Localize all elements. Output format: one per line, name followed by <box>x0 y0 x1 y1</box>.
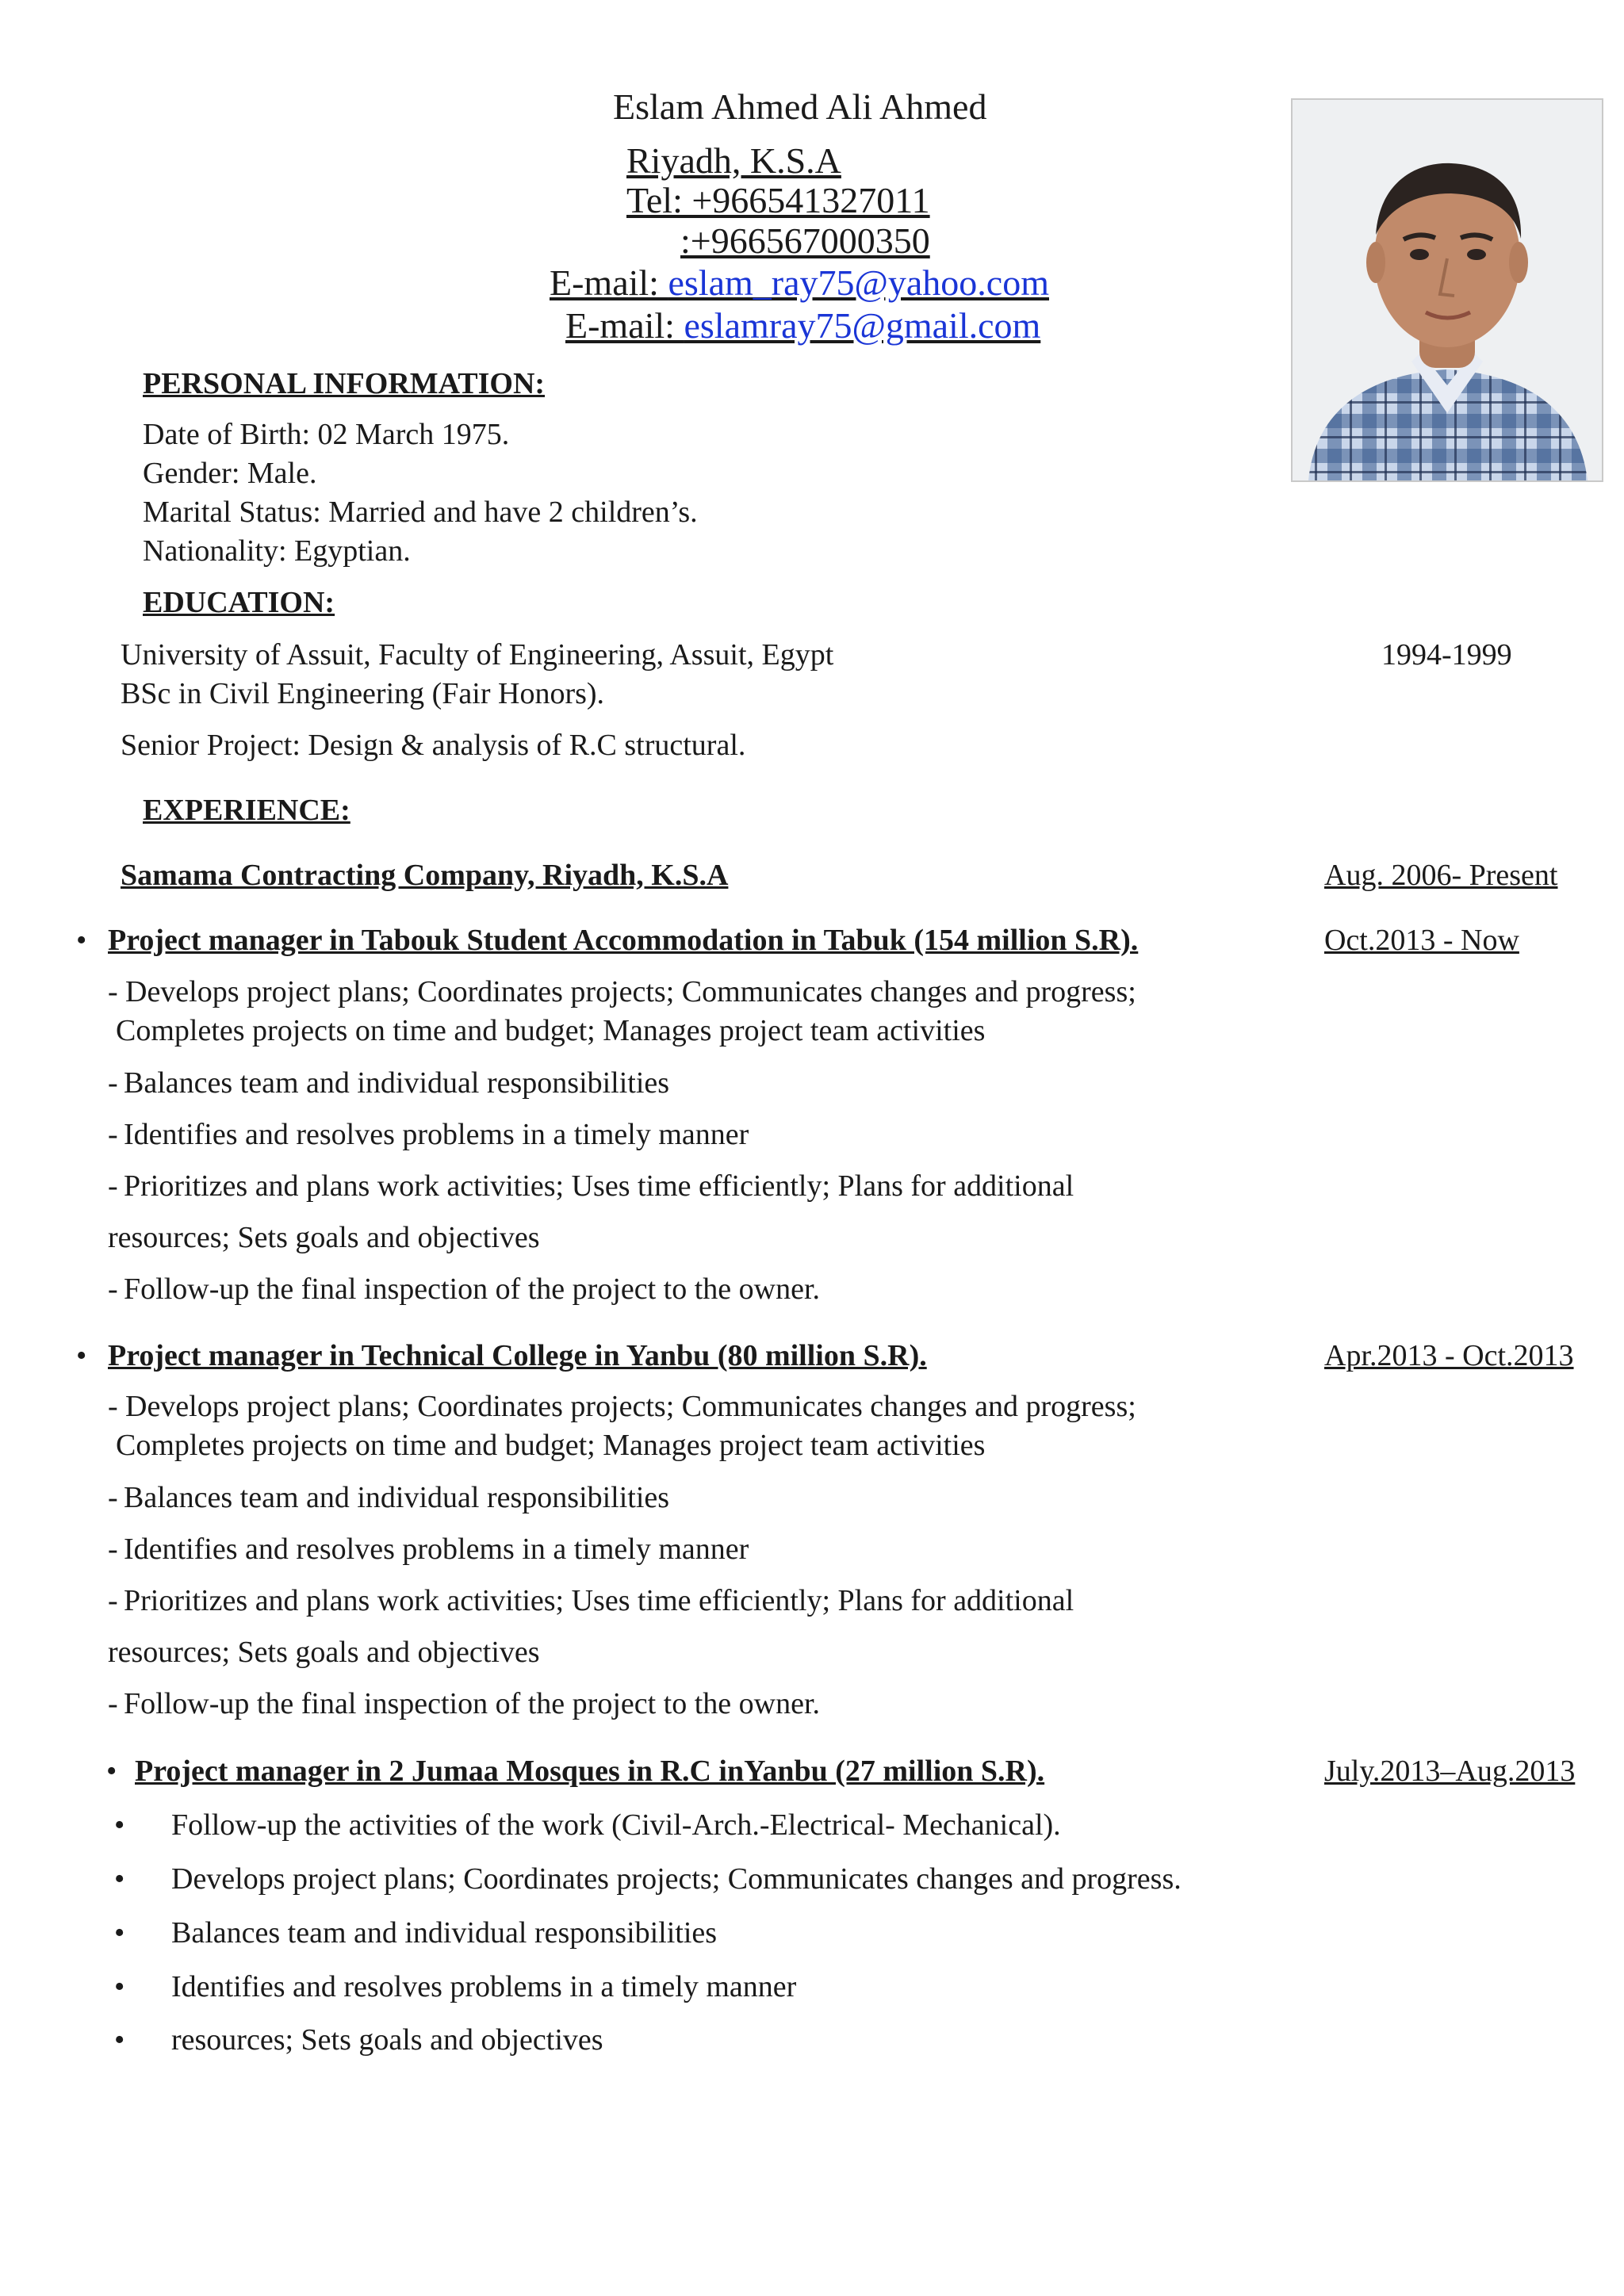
job1-title: Project manager in Tabouk Student Accommodation in Tabuk (154 million S.R). <box>108 924 1139 957</box>
dash-icon: - <box>108 1169 118 1203</box>
bullet-icon: • <box>114 1916 125 1950</box>
bullet-icon: • <box>114 1808 125 1842</box>
personal-gender: Gender: Male. <box>143 457 317 490</box>
job1-dates: Oct.2013 - Now <box>1324 924 1519 957</box>
bullet-icon: • <box>76 924 87 957</box>
job3-duty: Identifies and resolves problems in a timely manner <box>171 1970 797 2003</box>
education-heading: EDUCATION: <box>143 586 335 619</box>
dash-icon: - <box>108 1118 118 1151</box>
portrait-illustration <box>1293 100 1602 480</box>
job1-duty: Identifies and resolves problems in a timely manner <box>124 1118 749 1151</box>
education-years: 1994-1999 <box>1381 638 1512 672</box>
dash-icon: - <box>108 1272 118 1306</box>
personal-marital: Marital Status: Married and have 2 children’s. <box>143 496 698 529</box>
experience-heading: EXPERIENCE: <box>143 794 350 827</box>
email-label: E-mail: <box>565 305 684 346</box>
bullet-icon: • <box>106 1755 117 1788</box>
job3-duty: Develops project plans; Coordinates projects; Communicates changes and progress. <box>171 1862 1182 1896</box>
bullet-icon: • <box>114 1970 125 2003</box>
job2-duty: Follow-up the final inspection of the project to the owner. <box>124 1687 821 1720</box>
dash-icon: - <box>108 1533 118 1566</box>
job2-duty: Completes projects on time and budget; Manages project team activities <box>116 1429 986 1462</box>
job1-duty: Develops project plans; Coordinates projects; Communicates changes and progress; <box>125 975 1136 1008</box>
personal-nationality: Nationality: Egyptian. <box>143 534 411 568</box>
job1-duty: Follow-up the final inspection of the project to the owner. <box>124 1272 821 1306</box>
job2-duty: Identifies and resolves problems in a timely manner <box>124 1533 749 1566</box>
candidate-name: Eslam Ahmed Ali Ahmed <box>613 86 987 127</box>
bullet-icon: • <box>114 2023 125 2057</box>
job1-duty: resources; Sets goals and objectives <box>108 1221 540 1254</box>
bullet-icon: • <box>76 1339 87 1372</box>
job2-duty: Prioritizes and plans work activities; Uses time efficiently; Plans for additional <box>124 1584 1074 1617</box>
job1-duty: Completes projects on time and budget; Manages project team activities <box>116 1014 986 1047</box>
education-university: University of Assuit, Faculty of Engineering, Assuit, Egypt <box>121 638 834 672</box>
dash-icon: - <box>108 1687 118 1720</box>
dash-icon: - <box>108 1481 118 1514</box>
location: Riyadh, K.S.A <box>626 140 841 181</box>
email-row-2 <box>565 304 1040 346</box>
job3-title: Project manager in 2 Jumaa Mosques in R.C inYanbu (27 million S.R). <box>135 1755 1045 1788</box>
personal-info-heading: PERSONAL INFORMATION: <box>143 367 546 400</box>
email-link-gmail[interactable]: eslamray75@gmail.com <box>684 305 1041 346</box>
company-name: Samama Contracting Company, Riyadh, K.S.A <box>121 859 729 892</box>
email-link-yahoo[interactable]: eslam_ray75@yahoo.com <box>668 262 1049 303</box>
phone-secondary: :+966567000350 <box>680 220 930 261</box>
job3-duty: Follow-up the activities of the work (Civil-Arch.-Electrical- Mechanical). <box>171 1808 1061 1842</box>
education-degree: BSc in Civil Engineering (Fair Honors). <box>121 677 605 710</box>
job3-dates: July.2013–Aug.2013 <box>1324 1755 1576 1788</box>
job2-title: Project manager in Technical College in Yanbu (80 million S.R). <box>108 1339 927 1372</box>
education-senior-project: Senior Project: Design & analysis of R.C structural. <box>121 729 746 762</box>
personal-dob: Date of Birth: 02 March 1975. <box>143 418 510 451</box>
job3-duty: Balances team and individual responsibilities <box>171 1916 718 1950</box>
job2-duty: Balances team and individual responsibilities <box>124 1481 670 1514</box>
job2-dates: Apr.2013 - Oct.2013 <box>1324 1339 1574 1372</box>
email-label: E-mail: <box>550 262 668 303</box>
phone-primary: Tel: +966541327011 <box>626 180 930 220</box>
job1-duty: Balances team and individual responsibilities <box>124 1066 670 1100</box>
company-dates: Aug. 2006- Present <box>1324 859 1558 892</box>
email-row-1 <box>550 262 1049 304</box>
profile-photo <box>1291 98 1603 482</box>
bullet-icon: • <box>114 1862 125 1896</box>
dash-icon: - <box>108 975 118 1008</box>
dash-icon: - <box>108 1390 118 1423</box>
job1-duty: Prioritizes and plans work activities; Uses time efficiently; Plans for additional <box>124 1169 1074 1203</box>
dash-icon: - <box>108 1066 118 1100</box>
job2-duty: Develops project plans; Coordinates projects; Communicates changes and progress; <box>125 1390 1136 1423</box>
dash-icon: - <box>108 1584 118 1617</box>
job2-duty: resources; Sets goals and objectives <box>108 1636 540 1669</box>
job3-duty: resources; Sets goals and objectives <box>171 2023 603 2057</box>
